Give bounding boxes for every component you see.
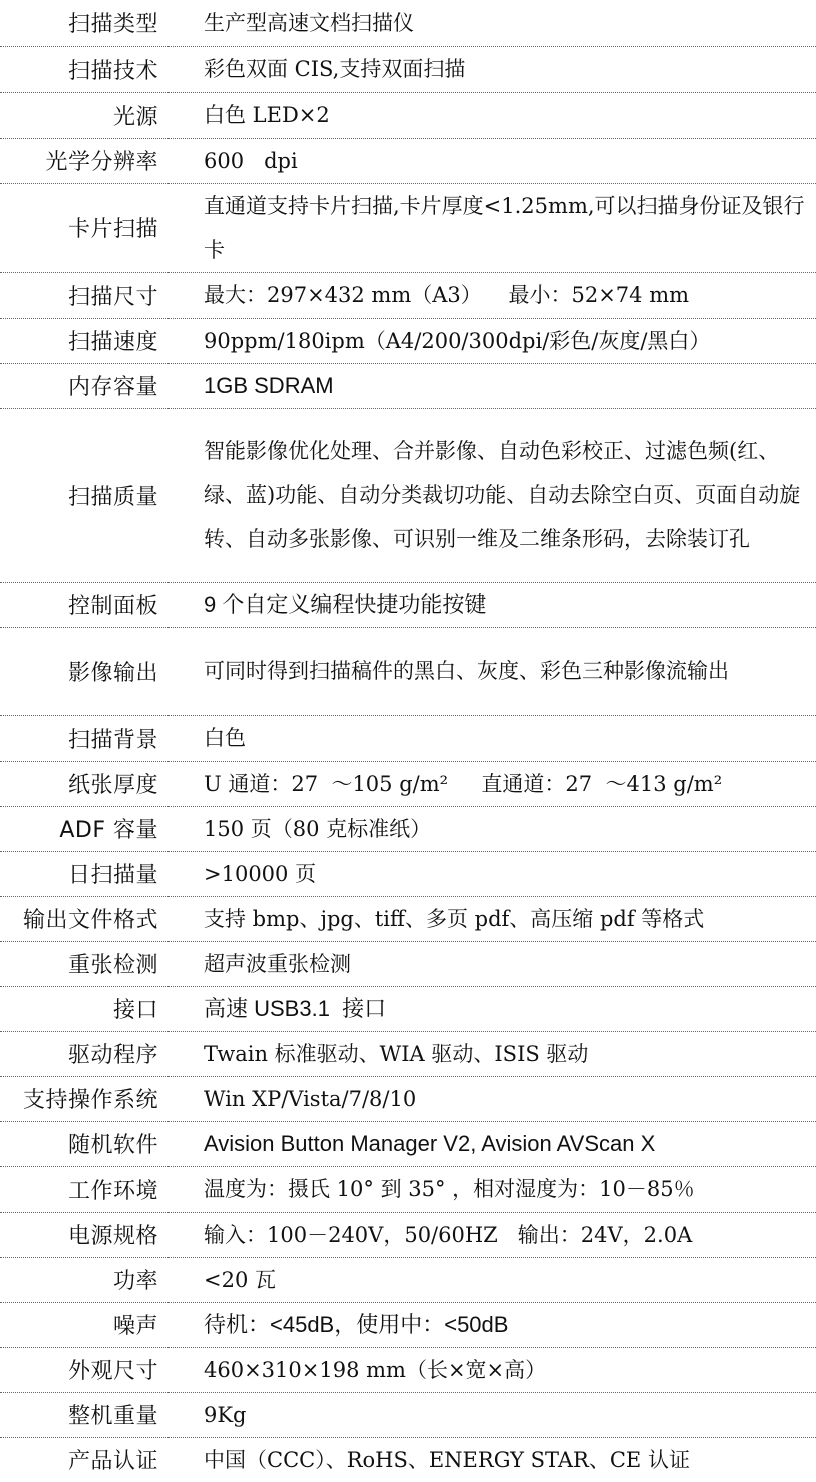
spec-label: 内存容量 — [0, 363, 168, 408]
spec-row-control-panel — [0, 582, 816, 627]
spec-value: 温度为：摄氏 10° 到 35° ，相对湿度为：10－85％ — [168, 1166, 816, 1212]
spec-row-output-formats — [0, 896, 816, 941]
spec-row-power-spec — [0, 1212, 816, 1257]
spec-label: 产品认证 — [67, 1449, 158, 1474]
spec-row-power-consumption — [0, 1257, 816, 1302]
spec-label: 工作环境 — [0, 1166, 168, 1212]
spec-row-operating-systems — [0, 1076, 816, 1121]
spec-value: Avision Button Manager V2, Avision AVScan X — [168, 1121, 816, 1166]
spec-label: 功率 — [0, 1257, 168, 1302]
spec-label: 影像输出 — [0, 627, 168, 715]
spec-value: 白色 LED×2 — [168, 92, 816, 138]
spec-value: 最大：297×432 mm（A3） 最小：52×74 mm — [168, 272, 816, 318]
spec-row-memory — [0, 363, 816, 408]
spec-label: 接口 — [0, 986, 168, 1031]
spec-row-paper-thickness — [0, 761, 816, 806]
spec-label: 卡片扫描 — [0, 183, 168, 272]
spec-row-scan-background — [0, 715, 816, 761]
spec-value: U 通道：27 ～105 g/m² 直通道：27 ～413 g/m² — [168, 761, 816, 806]
spec-row-optical-resolution — [0, 138, 816, 183]
spec-row-bundled-software — [0, 1121, 816, 1166]
spec-row-weight — [0, 1392, 816, 1437]
spec-row-card-scan — [0, 183, 816, 272]
spec-row-double-feed-detection — [0, 941, 816, 986]
spec-value: 90ppm/180ipm（A4/200/300dpi/彩色/灰度/黑白） — [168, 318, 816, 363]
spec-row-scan-type — [0, 0, 816, 46]
spec-label: 扫描尺寸 — [0, 272, 168, 318]
spec-label: 随机软件 — [0, 1121, 168, 1166]
spec-value: Win XP/Vista/7/8/10 — [168, 1076, 816, 1121]
spec-value: 高速 USB3.1 接口 — [168, 986, 816, 1031]
spec-value: 9Kg — [168, 1392, 816, 1437]
spec-value: 输入：100－240V，50/60HZ 输出：24V，2.0A — [168, 1212, 816, 1257]
spec-row-light-source — [0, 92, 816, 138]
spec-label: 支持操作系统 — [0, 1076, 168, 1121]
spec-label: 扫描速度 — [0, 318, 168, 363]
spec-value: 460×310×198 mm（长×宽×高） — [168, 1347, 816, 1392]
spec-row-noise — [0, 1302, 816, 1347]
spec-value: >10000 页 — [168, 851, 816, 896]
spec-row-operating-environment — [0, 1166, 816, 1212]
spec-label: 光学分辨率 — [0, 138, 168, 183]
spec-label: ADF 容量 — [0, 806, 168, 851]
spec-label: 日扫描量 — [0, 851, 168, 896]
spec-label: 驱动程序 — [0, 1031, 168, 1076]
spec-row-image-output — [0, 627, 816, 715]
spec-value: 直通道支持卡片扫描,卡片厚度<1.25mm,可以扫描身份证及银行卡 — [168, 183, 816, 272]
spec-value: 1GB SDRAM — [168, 363, 816, 408]
spec-row-interface — [0, 986, 816, 1031]
spec-row-adf-capacity — [0, 806, 816, 851]
spec-row-drivers — [0, 1031, 816, 1076]
spec-value: 智能影像优化处理、合并影像、自动色彩校正、过滤色频(红、绿、蓝)功能、自动分类裁切功能、自动去除空白页、页面自动旋转、自动多张影像、可识别一维及二维条形码，去除装订孔 — [168, 408, 816, 582]
spec-row-daily-volume — [0, 851, 816, 896]
spec-value: 白色 — [168, 715, 816, 761]
spec-value: 待机：<45dB，使用中：<50dB — [168, 1302, 816, 1347]
spec-value: Twain 标准驱动、WIA 驱动、ISIS 驱动 — [168, 1031, 816, 1076]
spec-label: 控制面板 — [0, 582, 168, 627]
spec-value: 可同时得到扫描稿件的黑白、灰度、彩色三种影像流输出 — [168, 627, 816, 715]
spec-value: 支持 bmp、jpg、tiff、多页 pdf、高压缩 pdf 等格式 — [168, 896, 816, 941]
spec-row-certifications — [0, 1437, 816, 1482]
spec-value: 中国（CCC）、RoHS、ENERGY STAR、CE 认证 — [204, 1447, 690, 1472]
spec-label: 纸张厚度 — [0, 761, 168, 806]
spec-label: 电源规格 — [0, 1212, 168, 1257]
spec-label: 扫描类型 — [0, 0, 168, 46]
spec-row-scan-size — [0, 272, 816, 318]
spec-label: 扫描技术 — [0, 46, 168, 92]
spec-row-scan-quality — [0, 408, 816, 582]
spec-value: 超声波重张检测 — [168, 941, 816, 986]
spec-row-scan-technology — [0, 46, 816, 92]
spec-value: <20 瓦 — [168, 1257, 816, 1302]
spec-value: 生产型高速文档扫描仪 — [168, 0, 816, 46]
spec-label: 重张检测 — [0, 941, 168, 986]
spec-value: 150 页（80 克标准纸） — [168, 806, 816, 851]
spec-label: 光源 — [0, 92, 168, 138]
spec-value: 彩色双面 CIS,支持双面扫描 — [168, 46, 816, 92]
spec-label: 输出文件格式 — [0, 896, 168, 941]
spec-label: 噪声 — [0, 1302, 168, 1347]
spec-value: 600 dpi — [168, 138, 816, 183]
spec-label: 扫描背景 — [0, 715, 168, 761]
spec-label: 整机重量 — [0, 1392, 168, 1437]
spec-label: 外观尺寸 — [0, 1347, 168, 1392]
spec-label: 扫描质量 — [0, 408, 168, 582]
spec-row-scan-speed — [0, 318, 816, 363]
spec-row-dimensions — [0, 1347, 816, 1392]
spec-value: 9 个自定义编程快捷功能按键 — [168, 582, 816, 627]
